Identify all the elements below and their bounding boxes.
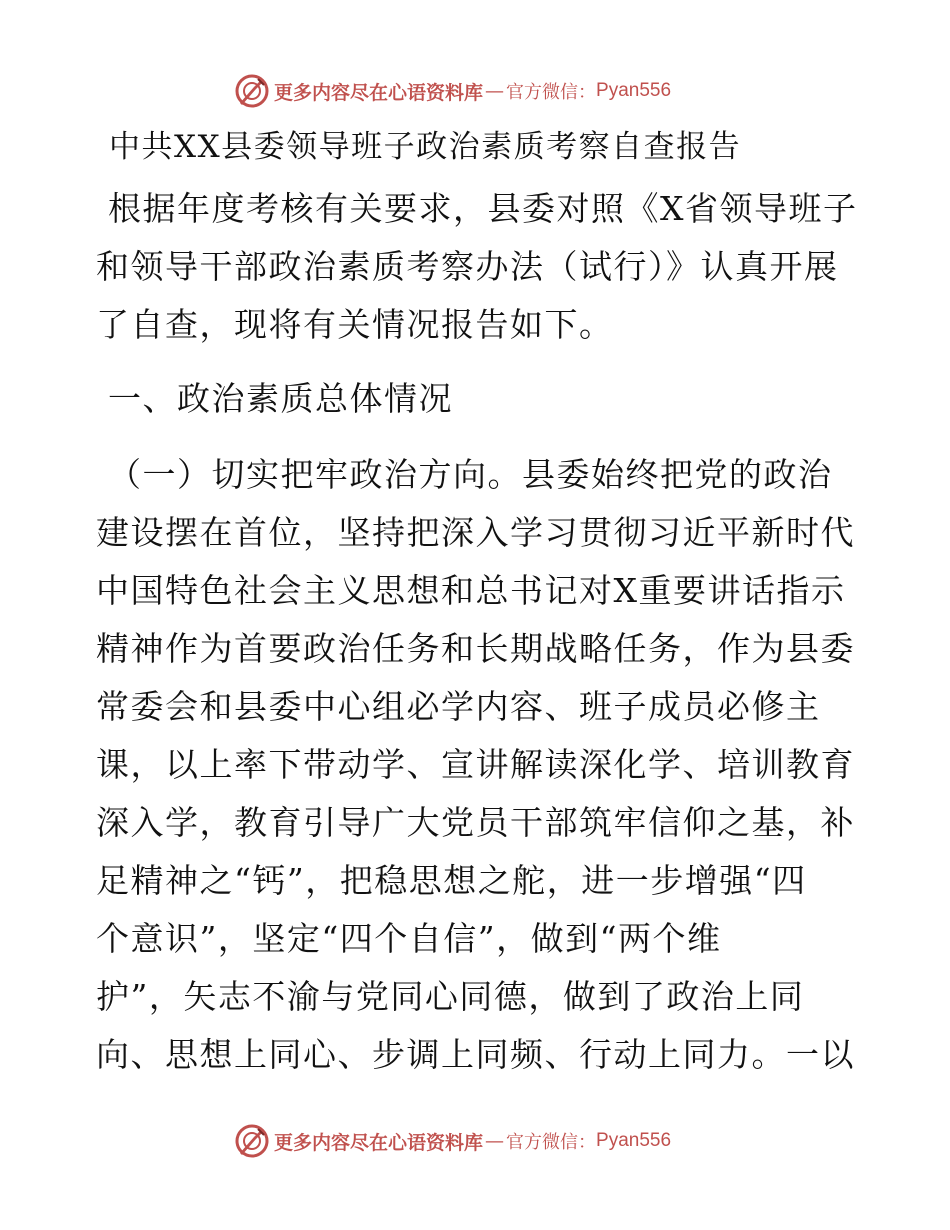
intro-line: 和领导干部政治素质考察办法（试行）》认真开展 [96, 247, 839, 286]
body-line: 中国特色社会主义思想和总书记对X重要讲话指示 [96, 571, 846, 610]
watermark-label: 官方微信： [506, 82, 597, 103]
body-line: 护”，矢志不渝与党同心同德，做到了政治上同 [96, 977, 805, 1016]
brand-logo-icon [234, 73, 270, 109]
watermark-text: 更多内容尽在心语资料库 [274, 1131, 484, 1154]
body-line: （一）切实把牢政治方向。县委始终把党的政治 [108, 455, 833, 494]
brand-logo-icon [234, 1123, 270, 1159]
intro-paragraph [96, 180, 856, 238]
body-line: 足精神之“钙”，把稳思想之舵，进一步增强“四 [96, 861, 807, 900]
body-line: 向、思想上同心、步调上同频、行动上同力。一以 [96, 1035, 855, 1074]
intro-line: 了自查，现将有关情况报告如下。 [96, 305, 614, 344]
document-title: 中共XX县委领导班子政治素质考察自查报告 [109, 129, 742, 165]
body-line: 常委会和县委中心组必学内容、班子成员必修主 [96, 687, 821, 726]
body-line: 个意识”，坚定“四个自信”，做到“两个维 [96, 919, 722, 958]
watermark-separator: — [485, 80, 505, 102]
body-line: 精神作为首要政治任务和长期战略任务，作为县委 [96, 629, 855, 668]
watermark-text: 更多内容尽在心语资料库 [274, 81, 484, 104]
body-line: 课，以上率下带动学、宣讲解读深化学、培训教育 [96, 745, 855, 784]
intro-line: 根据年度考核有关要求，县委对照《X省领导班子 [108, 189, 858, 228]
watermark-id: Pyan556 [596, 1130, 672, 1151]
watermark-label: 官方微信： [506, 1132, 597, 1153]
document-body [96, 118, 856, 1100]
section-heading: 一、政治素质总体情况 [108, 379, 453, 418]
watermark-separator: — [485, 1130, 505, 1152]
intro-paragraph-cont [96, 238, 856, 354]
footer-watermark [234, 1121, 671, 1161]
header-watermark [234, 71, 671, 111]
body-paragraph [96, 504, 856, 1084]
watermark-id: Pyan556 [596, 80, 672, 101]
body-line: 深入学，教育引导广大党员干部筑牢信仰之基，补 [96, 803, 855, 842]
body-paragraph-first [96, 446, 856, 504]
body-line: 建设摆在首位，坚持把深入学习贯彻习近平新时代 [96, 513, 855, 552]
